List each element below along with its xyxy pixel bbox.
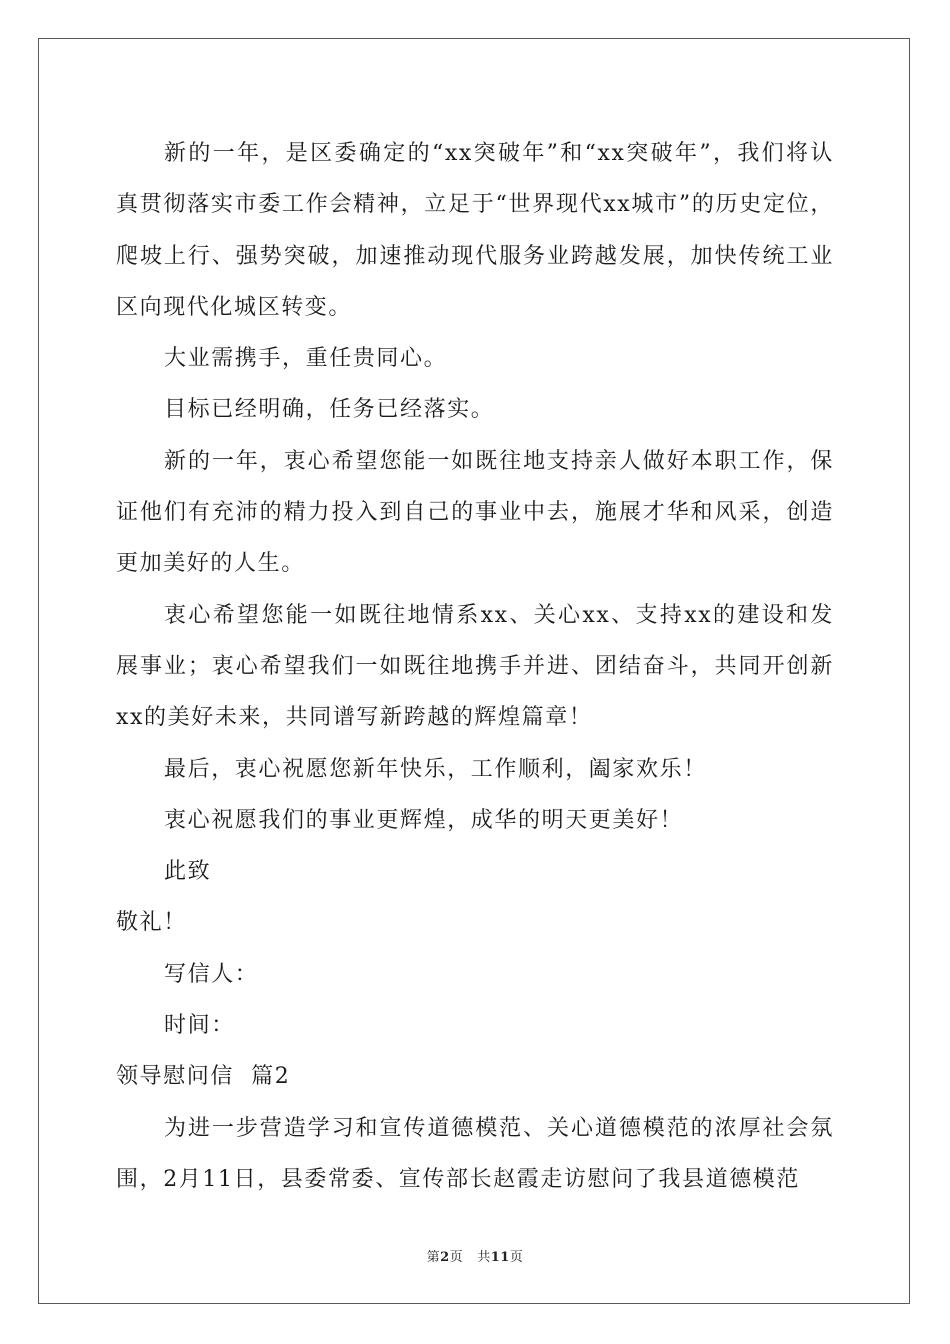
footer-page-number: 2: [440, 1250, 450, 1265]
signature-writer: 写信人：: [164, 961, 259, 987]
footer-total-pages: 11: [490, 1250, 510, 1265]
document-body: [116, 128, 834, 1205]
paragraph-moral-models: 为进一步营造学习和宣传道德模范、关心道德模范的浓厚社会氛围，2月11日，县委常委、宣传部长赵霞走访慰问了我县道德模范: [116, 1115, 834, 1192]
paragraph-goals-set: 目标已经明确，任务已经落实。: [164, 397, 495, 423]
footer-page-suffix: 页: [449, 1250, 464, 1265]
closing-salutation: 此致: [164, 859, 212, 885]
section-heading: 领导慰问信 篇2: [116, 1064, 291, 1090]
signature-date: 时间：: [164, 1013, 235, 1039]
paragraph-breakthrough-year: 新的一年，是区委确定的“xx突破年”和“xx突破年”，我们将认真贯彻落实市委工作会精神，立足于“世界现代xx城市”的历史定位，爬坡上行、强势突破，加速推动现代服务业跨越发展，加快传统工业区向现代化城区转变。: [116, 141, 834, 320]
closing-respects: 敬礼！: [116, 910, 187, 936]
paragraph-support-family: 新的一年，衷心希望您能一如既往地支持亲人做好本职工作，保证他们有充沛的精力投入到自己的事业中去，施展才华和风采，创造更加美好的人生。: [116, 448, 834, 577]
page-footer: [0, 1246, 950, 1265]
footer-total-prefix: 共: [477, 1250, 491, 1265]
footer-total-suffix: 页: [509, 1250, 524, 1265]
paragraph-hope-development: 衷心希望您能一如既往地情系xx、关心xx、支持xx的建设和发展事业；衷心希望我们一如既往地携手并进、团结奋斗，共同开创新xx的美好未来，共同谱写新跨越的辉煌篇章！: [116, 602, 834, 731]
footer-page-prefix: 第: [426, 1250, 441, 1265]
paragraph-brighter-future: 衷心祝愿我们的事业更辉煌，成华的明天更美好！: [164, 807, 684, 833]
paragraph-work-together: 大业需携手，重任贵同心。: [164, 346, 448, 372]
paragraph-new-year-wishes: 最后，衷心祝愿您新年快乐，工作顺利，阖家欢乐！: [164, 756, 707, 782]
